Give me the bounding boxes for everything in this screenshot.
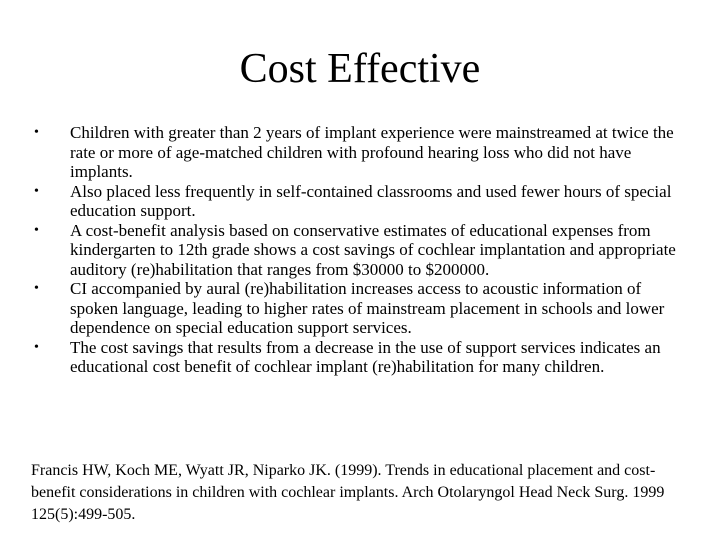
bullet-text: A cost-benefit analysis based on conservative estimates of educational expenses from kindergarten to 12th grade shows a cost savings of cochlear implantation and appropriate auditory (re)habilitation that ranges from $30000 to $200000. [70,220,676,279]
bullet-item [34,123,684,182]
bullet-icon: • [34,281,39,296]
bullet-item [34,338,684,377]
bullet-icon: • [34,125,39,140]
bullet-icon: • [34,339,39,355]
bullet-text: The cost savings that results from a decrease in the use of support services indicates an educational cost benefit of cochlear implant (re)habilitation for many children. [70,337,661,376]
bullet-item [34,221,684,280]
citation-reference: Francis HW, Koch ME, Wyatt JR, Niparko JK. (1999). Trends in educational placement and cost-benefit considerations in children with cochlear implants. Arch Otolaryngol Head Neck Surg. 1999 125(5):499-505. [31,462,665,523]
bullet-item [34,182,684,221]
bullet-text: Children with greater than 2 years of implant experience were mainstreamed at twice the rate or more of age-matched children with profound hearing loss who did not have implants. [70,123,674,181]
bullet-list [34,123,684,377]
bullet-icon: • [34,183,39,199]
bullet-text: CI accompanied by aural (re)habilitation increases access to acoustic information of spoken language, leading to higher rates of mainstream placement in schools and lower dependence on special education support services. [70,279,665,337]
bullet-icon: • [34,222,39,238]
bullet-text: Also placed less frequently in self-contained classrooms and used fewer hours of special education support. [70,181,672,220]
bullet-item [34,279,684,338]
slide-title: Cost Effective [239,46,481,92]
